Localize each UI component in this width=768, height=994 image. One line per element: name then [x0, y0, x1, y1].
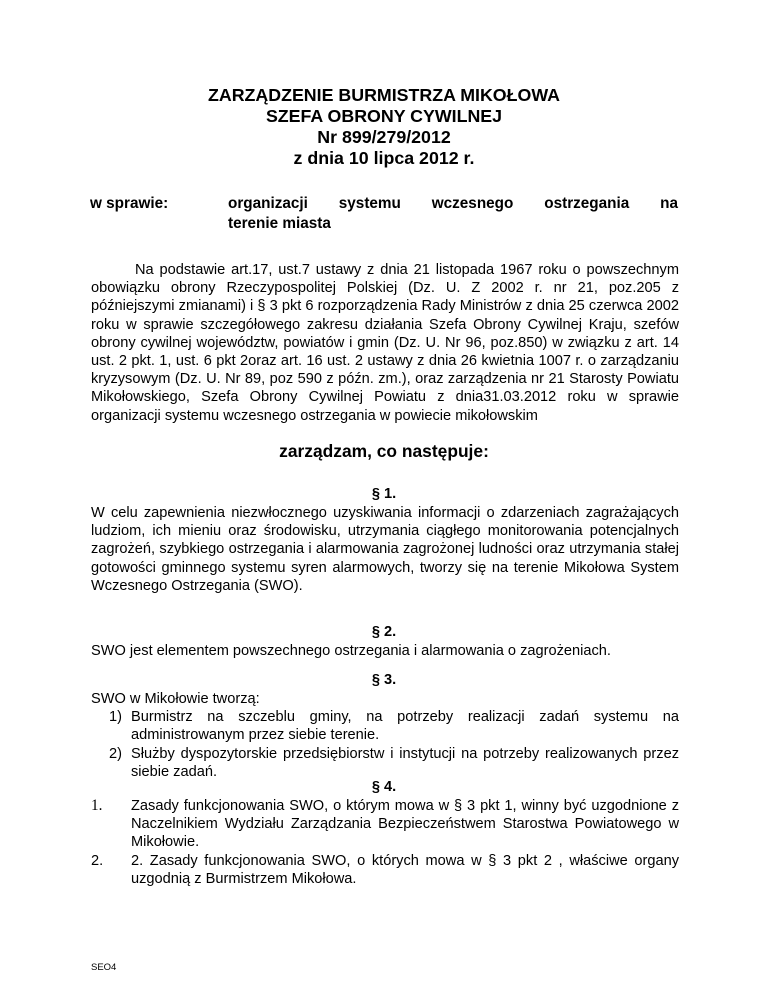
section-3-intro: SWO w Mikołowie tworzą: [91, 691, 260, 707]
section-2-body [91, 642, 679, 660]
section-3-heading: § 3. [371, 672, 397, 688]
title-line-4: z dnia 10 lipca 2012 r. [293, 148, 475, 168]
section-1-text: W celu zapewnienia niezwłocznego uzyskiwania informacji o zdarzeniach zagrażających ludziom, ich mieniu oraz środowisku, utrzymania ciągłego monitorowania potencjalnych zagrożeń, szybkiego ostrzegania i alarmowania zagrożonej ludności oraz utrzymania stałej gotowości gminnego systemu syren alarmowych, tworzy się na terenie Mikołowa System Wczesnego Ostrzegania (SWO). [91, 505, 679, 594]
list-item-text: Służby dyspozytorskie przedsiębiorstw i instytucji na potrzeby realizowanych przez siebie zadań. [131, 745, 679, 780]
title-line-2: SZEFA OBRONY CYWILNEJ [265, 106, 503, 126]
list-item [91, 852, 679, 888]
list-item [91, 745, 679, 781]
footer-code: SEO4 [91, 962, 117, 973]
section-2-heading: § 2. [371, 624, 397, 640]
title-line-1: ZARZĄDZENIE BURMISTRZA MIKOŁOWA [208, 85, 560, 105]
section-2-text: SWO jest elementem powszechnego ostrzegania i alarmowania o zagrożeniach. [91, 643, 611, 659]
section-4-heading: § 4. [371, 779, 397, 795]
subject-label: w sprawie: [90, 195, 169, 212]
subject-text [228, 194, 678, 234]
list-item-text: Zasady funkcjonowania SWO, o którym mowa w § 3 pkt 1, winny być uzgodnione z Naczelnikiem Wydziału Zarządzania Bezpieczeństwem Starostwa Powiatowego w Mikołowie. [131, 798, 679, 851]
list-item-number: 2. [91, 852, 104, 869]
title-line-3: Nr 899/279/2012 [317, 127, 451, 147]
subject-line-2: terenie miasta [228, 215, 331, 232]
list-item-number: 1. [91, 797, 103, 814]
decree-heading: zarządzam, co następuje: [279, 441, 489, 461]
list-item-number: 1) [109, 709, 122, 726]
list-item [91, 708, 679, 744]
subject-line-1: organizacji systemu wczesnego ostrzegania na [228, 195, 678, 212]
section-1-heading: § 1. [371, 486, 397, 502]
section-3-body [91, 690, 679, 781]
section-3-list [91, 708, 679, 781]
document-title [0, 85, 768, 169]
list-item [91, 797, 679, 852]
list-item-text: 2. Zasady funkcjonowania SWO, o których mowa w § 3 pkt 2 , właściwe organy uzgodnią z Burmistrzem Mikołowa. [131, 852, 679, 887]
section-1-body [91, 504, 679, 595]
list-item-text: Burmistrz na szczeblu gminy, na potrzeby realizacji zadań systemu na administrowanym przez siebie terenie. [131, 709, 679, 744]
section-4-list [91, 797, 679, 888]
section-4-body [91, 797, 679, 888]
legal-basis-text: Na podstawie art.17, ust.7 ustawy z dnia 21 listopada 1967 roku o powszechnym obowiązku obrony Rzeczypospolitej Polskiej (Dz. U. Z 2002 r. nr 21, poz.205 z późniejszymi zmianami) i § 3 pkt 6 rozporządzenia Rady Ministrów z dnia 25 czerwca 2002 roku w sprawie szczegółowego zakresu działania Szefa Obrony Cywilnej Kraju, szefów obrony cywilnej województw, powiatów i gmin (Dz. U. Nr 96, poz.850) w związku z art. 14 ust. 2 pkt. 1, ust. 6 pkt 2oraz art. 16 ust. 2 ustawy z dnia 26 kwietnia 1007 r. o zarządzaniu kryzysowym (Dz. U. Nr 89, poz 590 z późn. zm.), oraz zarządzenia nr 21 Starosty Powiatu Mikołowskiego, Szefa Obrony Cywilnej Powiatu z dnia31.03.2012 roku w sprawie organizacji systemu wczesnego ostrzegania w powiecie mikołowskim [91, 262, 679, 424]
list-item-number: 2) [109, 745, 122, 762]
legal-basis-paragraph [91, 261, 679, 425]
